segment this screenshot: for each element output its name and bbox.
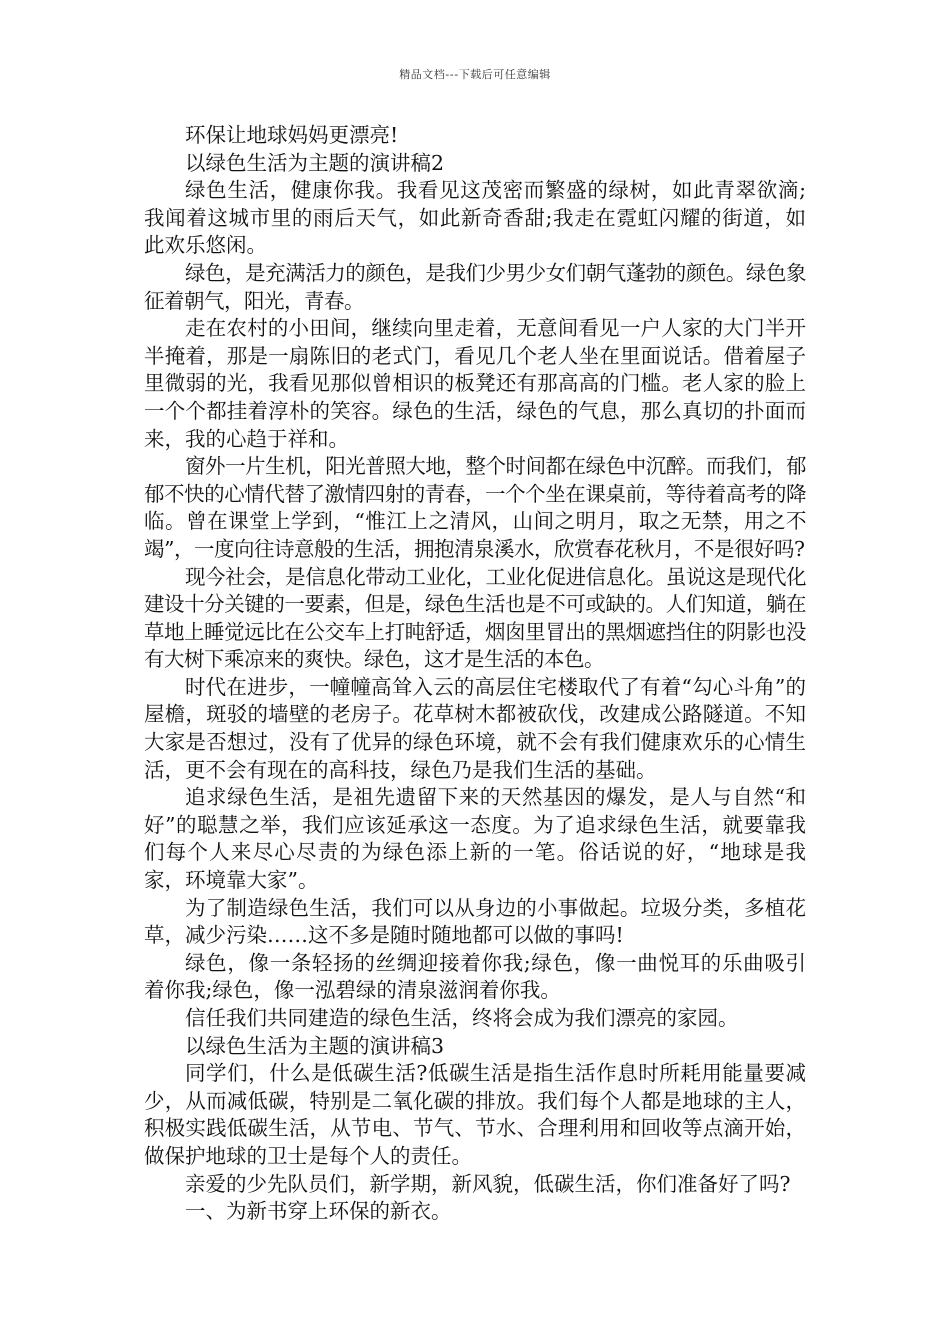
paragraph: 同学们，什么是低碳生活?低碳生活是指生活作息时所耗用能量要减少，从而减低碳，特别是二氧化碳的排放。我们每个人都是地球的主人，积极实践低碳生活，从节电、节气、节水、合理利用和回收等点滴开始，做保护地球的卫士是每个人的责任。 xyxy=(144,1061,806,1168)
paragraph: 窗外一片生机，阳光普照大地，整个时间都在绿色中沉醉。而我们，郁郁不快的心情代替了激情四射的青春，一个个坐在课桌前，等待着高考的降临。曾在课堂上学到，“惟江上之清风，山间之明月，取之无禁，用之不竭”，一度向往诗意般的生活，拥抱清泉溪水，欣赏春花秋月，不是很好吗? xyxy=(144,454,806,561)
list-item-heading: 一、为新书穿上环保的新衣。 xyxy=(185,1199,452,1224)
paragraph: 信任我们共同建造的绿色生活，终将会成为我们漂亮的家园。 xyxy=(185,1006,739,1030)
paragraph: 绿色生活，健康你我。我看见这茂密而繁盛的绿树，如此青翠欲滴;我闻着这城市里的雨后天气，如此新奇香甜;我走在霓虹闪耀的街道，如此欢乐悠闲。 xyxy=(144,178,806,258)
paragraph-closing-line: 环保让地球妈妈更漂亮! xyxy=(185,123,399,147)
paragraph: 绿色，像一条轻扬的丝绸迎接着你我;绿色，像一曲悦耳的乐曲吸引着你我;绿色，像一泓碧绿的清泉滋润着你我。 xyxy=(144,950,806,1003)
paragraph: 走在农村的小田间，继续向里走着，无意间看见一户人家的大门半开半掩着，那是一扇陈旧的老式门，看见几个老人坐在里面说话。借着屋子里微弱的光，我看见那似曾相识的板凳还有那高高的门槛。老人家的脸上一个个都挂着淳朴的笑容。绿色的生活，绿色的气息，那么真切的扑面而来，我的心趋于祥和。 xyxy=(144,316,806,451)
paragraph: 亲爱的少先队员们，新学期，新风貌，低碳生活，你们准备好了吗? xyxy=(185,1171,791,1196)
paragraph: 为了制造绿色生活，我们可以从身边的小事做起。垃圾分类，多植花草，减少污染……这不多是随时随地都可以做的事吗! xyxy=(144,895,806,948)
paragraph: 追求绿色生活，是祖先遗留下来的天然基因的爆发，是人与自然“和好”的聪慧之举，我们应该延承这一态度。为了追求绿色生活，就要靠我们每个人来尽心尽责的为绿色添上新的一笔。俗话说的好，“地球是我家，环境靠大家”。 xyxy=(144,785,806,893)
section-title-speech-3: 以绿色生活为主题的演讲稿3 xyxy=(185,1033,445,1058)
paragraph: 时代在进步，一幢幢高耸入云的高层住宅楼取代了有着“勾心斗角”的屋檐，斑驳的墙壁的老房子。花草树木都被砍伐，改建成公路隧道。不知大家是否想过，没有了优异的绿色环境，就不会有我们健康欢乐的心情生活，更不会有现在的高科技，绿色乃是我们生活的基础。 xyxy=(144,674,806,782)
page-header: 精品文档---下载后可任意编辑 xyxy=(399,68,551,81)
paragraph: 绿色，是充满活力的颜色，是我们少男少女们朝气蓬勃的颜色。绿色象征着朝气，阳光，青春。 xyxy=(144,260,806,313)
section-title-speech-2: 以绿色生活为主题的演讲稿2 xyxy=(185,150,445,175)
paragraph: 现今社会，是信息化带动工业化，工业化促进信息化。虽说这是现代化建设十分关键的一要素，但是，绿色生活也是不可或缺的。人们知道，躺在草地上睡觉远比在公交车上打盹舒适，烟囱里冒出的黑烟遮挡住的阴影也没有大树下乘凉来的爽快。绿色，这才是生活的本色。 xyxy=(144,564,806,672)
document-body xyxy=(144,122,806,1226)
